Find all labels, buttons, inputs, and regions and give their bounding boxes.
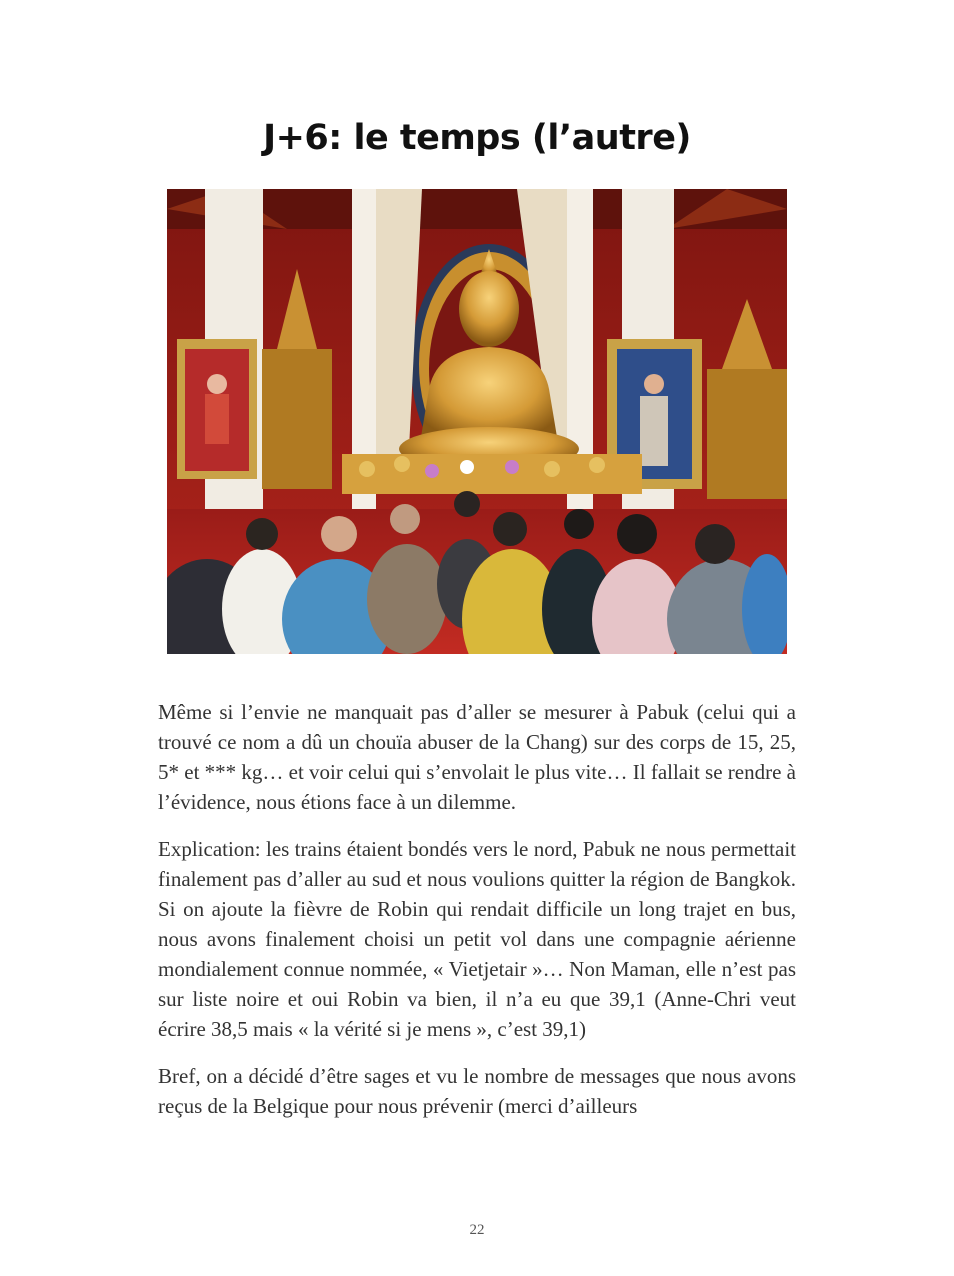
page-number: 22 <box>469 1222 485 1238</box>
page-title: J+6: le temps (l’autre) <box>263 118 691 158</box>
temple-photo <box>167 189 787 654</box>
paragraph: Explication: les trains étaient bondés vers le nord, Pabuk ne nous permettait finalement pas d’aller au sud et nous voulions quitter la région de Bangkok. Si on ajoute la fièvre de Robin qui rendait difficile un long trajet en bus, nous avons finalement choisi un petit vol dans une compagnie aérienne mondialement connue nommée, « Vietjetair »… Non Maman, elle n’est pas sur liste noire et oui Robin va bien, il n’a eu que 39,1 (Anne-Chri veut écrire 38,5 mais « la vérité si je mens », c’est 39,1) <box>158 837 796 1041</box>
paragraph: Même si l’envie ne manquait pas d’aller se mesurer à Pabuk (celui qui a trouvé ce nom a dû un chouïa abuser de la Chang) sur des corps de 15, 25, 5* et *** kg… et voir celui qui s’envolait le plus vite… Il fallait se rendre à l’évidence, nous étions face à un dilemme. <box>158 700 796 814</box>
body-text <box>158 697 796 1138</box>
paragraph: Bref, on a décidé d’être sages et vu le nombre de messages que nous avons reçus de la Belgique pour nous prévenir (merci d’ailleurs <box>158 1064 796 1118</box>
